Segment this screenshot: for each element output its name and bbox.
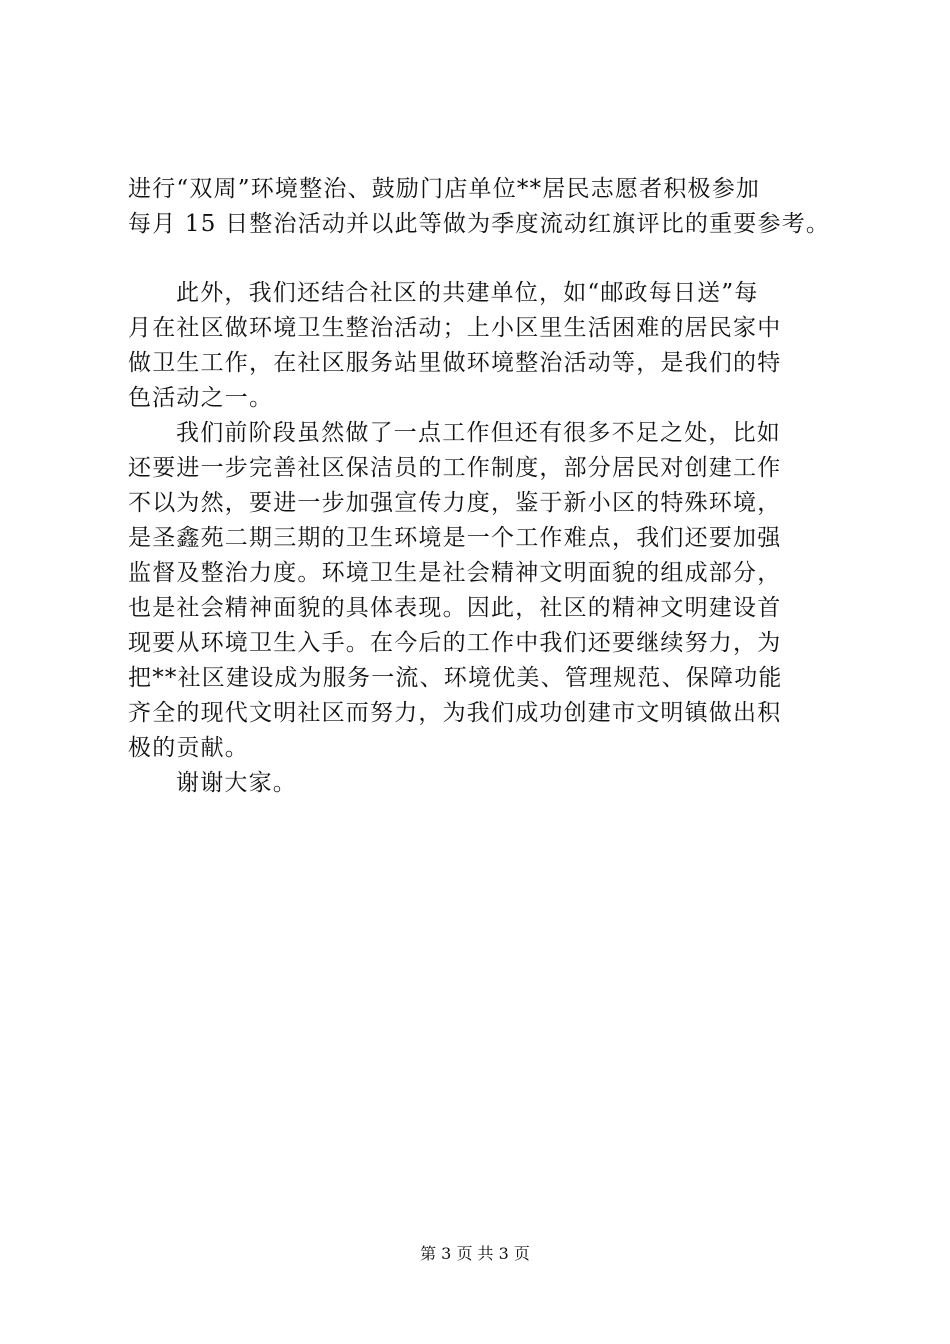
paragraph-joint-units	[128, 276, 840, 416]
text-line: 齐全的现代文明社区而努力，为我们成功创建市文明镇做出积	[128, 700, 782, 726]
paragraph-continuation	[128, 172, 840, 242]
paragraph-thanks	[128, 766, 840, 801]
text-line: 每月 15 日整治活动并以此等做为季度流动红旗评比的重要参考。	[128, 211, 831, 237]
paragraph-gap	[128, 242, 840, 276]
text-line: 不以为然，要进一步加强宣传力度，鉴于新小区的特殊环境，	[128, 490, 782, 516]
text-line: 谢谢大家。	[176, 770, 297, 796]
page-number-label: 第 3 页 共 3 页	[420, 1244, 530, 1263]
text-line: 我们前阶段虽然做了一点工作但还有很多不足之处，比如	[176, 420, 781, 446]
document-body	[128, 172, 840, 801]
text-line: 月在社区做环境卫生整治活动；上小区里生活困难的居民家中	[128, 315, 782, 341]
text-line: 做卫生工作，在社区服务站里做环境整治活动等，是我们的特	[128, 350, 782, 376]
text-line: 极的贡献。	[128, 735, 249, 761]
page-footer	[0, 1244, 950, 1264]
text-line: 还要进一步完善社区保洁员的工作制度，部分居民对创建工作	[128, 455, 782, 481]
text-line: 现要从环境卫生入手。在今后的工作中我们还要继续努力，为	[128, 630, 782, 656]
text-line: 也是社会精神面貌的具体表现。因此，社区的精神文明建设首	[128, 595, 782, 621]
text-line: 色活动之一。	[128, 385, 274, 411]
text-line: 进行“双周”环境整治、鼓励门店单位**居民志愿者积极参加	[128, 176, 761, 202]
text-line: 此外，我们还结合社区的共建单位，如“邮政每日送”每	[176, 280, 759, 306]
paragraph-shortcomings	[128, 416, 840, 766]
text-line: 监督及整治力度。环境卫生是社会精神文明面貌的组成部分，	[128, 560, 782, 586]
text-line: 把**社区建设成为服务一流、环境优美、管理规范、保障功能	[128, 665, 783, 691]
text-line: 是圣鑫苑二期三期的卫生环境是一个工作难点，我们还要加强	[128, 525, 782, 551]
